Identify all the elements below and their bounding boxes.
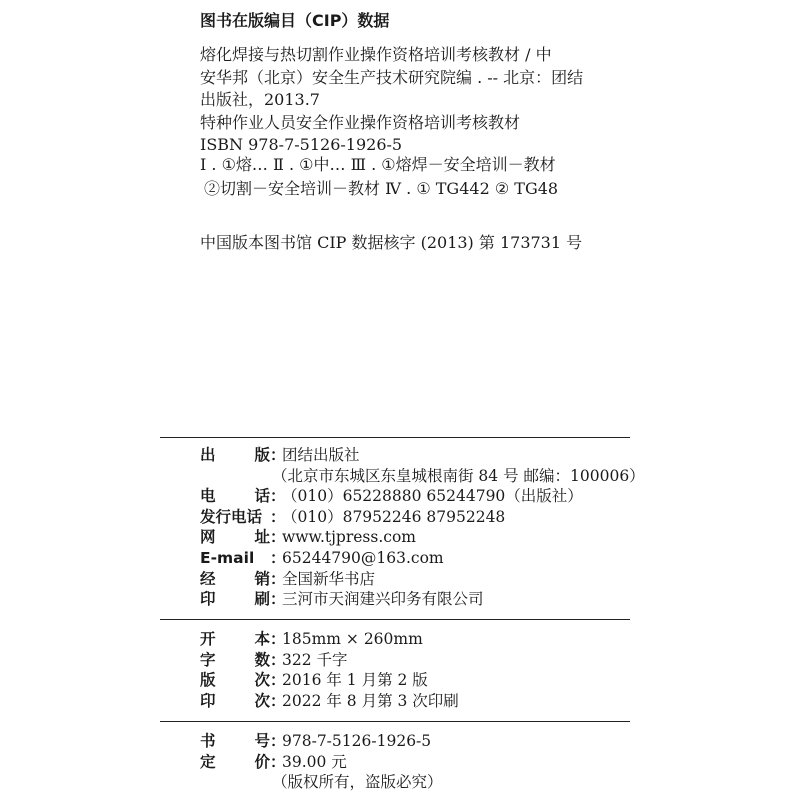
info-separator: ： bbox=[270, 527, 286, 547]
publisher-info bbox=[200, 445, 645, 610]
divider bbox=[160, 619, 630, 620]
info-label: 电 话 bbox=[200, 487, 270, 506]
classification-line: Ⅰ . ①熔… Ⅱ . ①中… Ⅲ . ①熔焊－安全培训－教材 bbox=[200, 155, 556, 174]
cip-line: 出版社，2013.7 bbox=[200, 90, 320, 109]
info-row bbox=[200, 589, 645, 610]
info-label: 定 价 bbox=[200, 752, 270, 771]
cip-data-number: 中国版本图书馆 CIP 数据核字 (2013) 第 173731 号 bbox=[200, 233, 583, 252]
info-row bbox=[200, 752, 443, 773]
info-label: 印 次 bbox=[200, 691, 270, 710]
classification-line: ②切割－安全培训－教材 Ⅳ . ① TG442 ② TG48 bbox=[204, 179, 559, 198]
info-value: （版权所有，盗版必究） bbox=[272, 773, 443, 792]
info-label: 书 号 bbox=[200, 732, 270, 750]
info-value: （北京市东城区东皇城根南街 84 号 邮编：100006） bbox=[272, 466, 645, 485]
info-value: 全国新华书店 bbox=[282, 569, 376, 588]
info-value: 978-7-5126-1926-5 bbox=[282, 732, 432, 750]
info-separator: ： bbox=[270, 649, 286, 669]
info-value: 39.00 元 bbox=[282, 752, 347, 771]
info-value: 三河市天润建兴印务有限公司 bbox=[282, 590, 484, 609]
divider bbox=[160, 721, 630, 722]
info-separator: ： bbox=[270, 506, 286, 526]
info-separator: ： bbox=[270, 547, 286, 567]
price-info bbox=[200, 731, 443, 793]
info-row bbox=[200, 629, 459, 650]
info-value: www.tjpress.com bbox=[282, 528, 416, 547]
info-label: 经 销 bbox=[200, 569, 270, 588]
info-label: 出 版 bbox=[200, 446, 270, 464]
info-value: （010）65228880 65244790（出版社） bbox=[282, 487, 583, 506]
info-row bbox=[200, 670, 459, 691]
cip-isbn: ISBN 978-7-5126-1926-5 bbox=[200, 135, 403, 154]
info-separator: ： bbox=[270, 751, 286, 771]
info-row bbox=[200, 445, 645, 466]
info-label: 发行电话 bbox=[200, 507, 263, 526]
info-separator: ： bbox=[270, 670, 286, 690]
info-row bbox=[200, 691, 459, 712]
info-separator: ： bbox=[270, 589, 286, 609]
info-row bbox=[200, 772, 443, 793]
info-value: 团结出版社 bbox=[282, 446, 360, 464]
book-specs bbox=[200, 629, 459, 711]
cip-line: 熔化焊接与热切割作业操作资格培训考核教材 / 中 bbox=[200, 45, 552, 64]
info-row bbox=[200, 548, 645, 569]
info-value: 322 千字 bbox=[282, 650, 348, 669]
cip-record bbox=[200, 44, 600, 157]
info-separator: ： bbox=[270, 731, 286, 750]
info-row bbox=[200, 569, 645, 590]
info-row bbox=[200, 466, 645, 487]
info-row bbox=[200, 527, 645, 548]
info-value: 65244790@163.com bbox=[282, 548, 444, 567]
info-row bbox=[200, 650, 459, 671]
info-separator: ： bbox=[270, 629, 286, 648]
cip-line: 安华邦（北京）安全生产技术研究院编 . -- 北京：团结 bbox=[200, 67, 584, 87]
info-separator: ： bbox=[270, 445, 286, 464]
info-label: E-mail bbox=[200, 548, 255, 567]
cip-line: 特种作业人员安全作业操作资格培训考核教材 bbox=[200, 112, 521, 132]
info-label: 字 数 bbox=[200, 650, 270, 669]
cip-classification bbox=[200, 153, 558, 201]
divider bbox=[160, 437, 630, 438]
info-separator: ： bbox=[270, 486, 286, 506]
info-row bbox=[200, 507, 645, 528]
info-row bbox=[200, 486, 645, 507]
info-value: 2016 年 1 月第 2 版 bbox=[282, 671, 428, 690]
info-label: 网 址 bbox=[200, 528, 270, 547]
info-separator: ： bbox=[270, 568, 286, 588]
info-separator: ： bbox=[270, 690, 286, 710]
info-value: 2022 年 8 月第 3 次印刷 bbox=[282, 691, 459, 710]
cip-title: 图书在版编目（CIP）数据 bbox=[200, 11, 390, 30]
info-value: 185mm × 260mm bbox=[282, 630, 423, 648]
info-label: 印 刷 bbox=[200, 590, 270, 609]
info-label: 版 次 bbox=[200, 671, 270, 690]
info-label: 开 本 bbox=[200, 630, 270, 648]
info-value: （010）87952246 87952248 bbox=[282, 507, 506, 526]
info-row bbox=[200, 731, 443, 752]
